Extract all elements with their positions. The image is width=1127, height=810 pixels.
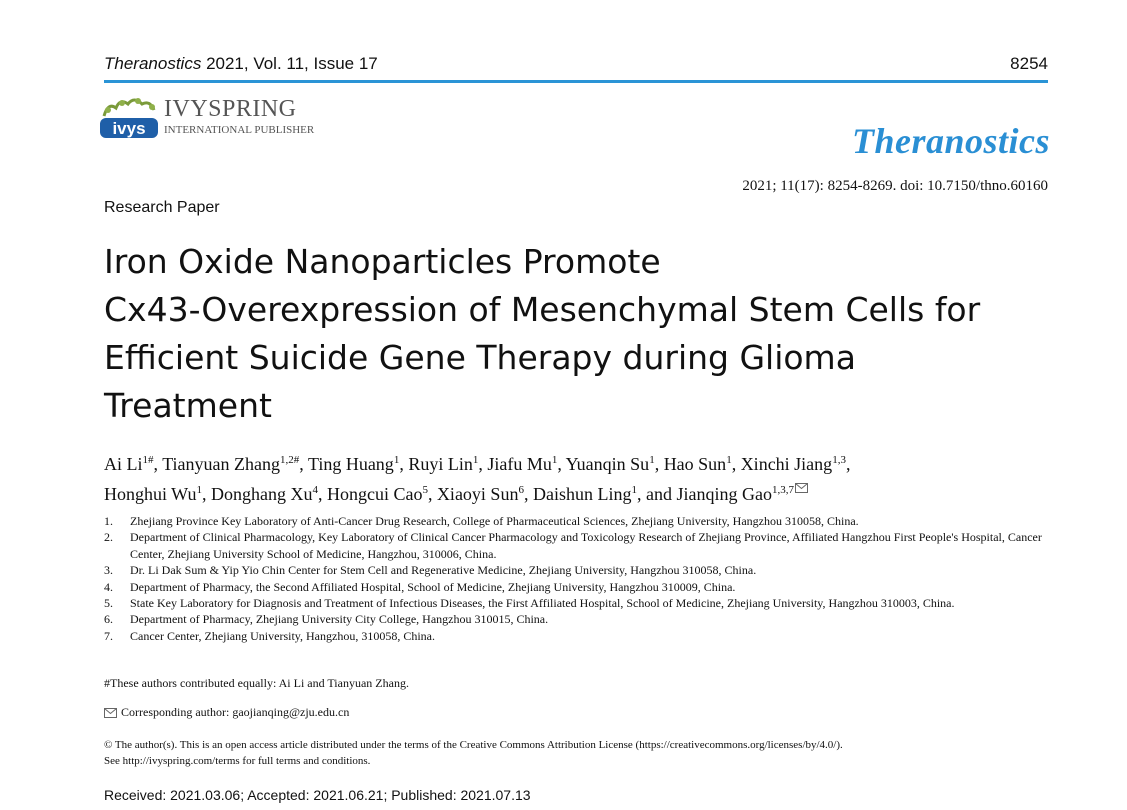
author[interactable]: Donghang Xu$^4$ <box>210 484 318 504</box>
publication-dates: Received: 2021.03.06; Accepted: 2021.06.21; Published: 2021.07.13 <box>104 787 531 803</box>
affiliation-item: 2. Department of Clinical Pharmacology, Key Laboratory of Clinical Cancer Pharmacology and Toxicology Research of Zhejiang Province, Affiliated Hangzhou First People's Hospital, Cancer Center, Zhejiang University School of Medicine, Hangzhou, 310006, China. <box>104 530 1042 561</box>
ivyspring-logo-icon <box>98 94 160 144</box>
journal-brand-wordmark[interactable]: Theranostics <box>851 121 1050 161</box>
envelope-icon[interactable] <box>795 483 808 493</box>
logo-mark-text: ivys <box>112 119 146 138</box>
citation-doi[interactable]: 2021; 11(17): 8254-8269. doi: 10.7150/thno.60160 <box>742 178 1048 194</box>
author[interactable]: Daishun Ling$^1$ <box>532 484 637 504</box>
authors-and: and <box>645 484 672 504</box>
author[interactable]: Xiaoyi Sun$^6$ <box>436 484 524 504</box>
title-line: Treatment <box>104 386 272 425</box>
author[interactable]: Ting Huang$^1$ <box>307 454 400 474</box>
journal-volume: 2021, Vol. 11, Issue 17 <box>206 54 378 73</box>
author[interactable]: Jiafu Mu$^1$ <box>487 454 558 474</box>
author[interactable]: Tianyuan Zhang$^{1,2\#}$ <box>162 454 300 474</box>
author-list: Ai $Li^{1\#}$, Tianyuan Zhang$^{1,2\#}$, Ting Huang$^1$, Ruyi Lin$^1$, Jiafu Mu$^1$, Yuanqin Su$^1$, Hao Sun$^1$, Xinchi Jiang$^{1,3}$, Honghui Wu$^1$, Donghang Xu$^4$, Hongcui Cao$^5$, Xiaoyi Sun$^6$, Daishun Ling$^1$, and Jianqing Gao$^{1,3,7}$ <box>104 454 851 504</box>
affiliation-item: 5. State Key Laboratory for Diagnosis and Treatment of Infectious Diseases, the First Affiliated Hospital, School of Medicine, Zhejiang University, Hangzhou 310003, China. <box>104 596 955 611</box>
corresponding-author <box>104 705 349 720</box>
equal-contribution-note: #These authors contributed equally: Ai Li and Tianyuan Zhang. <box>104 676 409 690</box>
affiliation-list <box>104 513 1048 644</box>
license-line: See http://ivyspring.com/terms for full terms and conditions. <box>104 754 371 767</box>
title-line: Cx43-Overexpression of Mesenchymal Stem Cells for <box>104 290 981 329</box>
author[interactable]: Ai $Li^{1\#}$ <box>104 454 154 474</box>
journal-name: Theranostics <box>104 54 202 73</box>
author[interactable]: Hongcui Cao$^5$ <box>326 484 428 504</box>
affiliation-item: 7. Cancer Center, Zhejiang University, Hangzhou, 310058, China. <box>104 628 435 643</box>
header-rule <box>104 80 1048 83</box>
running-header <box>104 54 1048 78</box>
affiliation-item: 1. Zhejiang Province Key Laboratory of Anti-Cancer Drug Research, College of Pharmaceutical Sciences, Zhejiang University, Hangzhou 310058, China. <box>104 514 859 528</box>
license-statement <box>104 738 1052 769</box>
corresponding-email[interactable]: Corresponding author: gaojianqing@zju.edu.cn <box>121 705 350 719</box>
author[interactable]: Jianqing Gao$^{1,3,7}$ <box>676 484 794 504</box>
envelope-icon <box>104 708 117 718</box>
author[interactable]: Yuanqin Su$^1$ <box>565 454 655 474</box>
author[interactable]: Xinchi Jiang$^{1,3}$ <box>740 454 846 474</box>
affiliation-item: 3. Dr. Li Dak Sum & Yip Yio Chin Center for Stem Cell and Regenerative Medicine, Zhejiang University, Hangzhou 310058, China. <box>104 563 757 578</box>
affiliation-item: 6. Department of Pharmacy, Zhejiang University City College, Hangzhou 310015, China. <box>104 612 549 627</box>
affiliation-item: 4. Department of Pharmacy, the Second Affiliated Hospital, School of Medicine, Zhejiang University, Hangzhou 310009, China. <box>104 579 736 594</box>
article-title <box>104 238 1044 430</box>
logo-line-2: INTERNATIONAL PUBLISHER <box>164 124 315 136</box>
author[interactable]: Hao Sun$^1$ <box>663 454 732 474</box>
title-line: Efficient Suicide Gene Therapy during Glioma <box>104 338 856 377</box>
page-number: 8254 <box>1010 54 1048 73</box>
license-line: © The author(s). This is an open access article distributed under the terms of the Creative Commons Attribution License (https://creativecommons.org/licenses/by/4.0/). <box>104 739 843 751</box>
journal-info <box>104 54 378 74</box>
logo-line-1: IVYSPRING <box>164 96 297 122</box>
title-line: Iron Oxide Nanoparticles Promote <box>104 242 661 281</box>
paper-type: Research Paper <box>104 199 220 216</box>
author[interactable]: Honghui Wu$^1$ <box>104 484 202 504</box>
publisher-logo[interactable] <box>98 94 338 146</box>
author[interactable]: Ruyi Lin$^1$ <box>408 454 479 474</box>
